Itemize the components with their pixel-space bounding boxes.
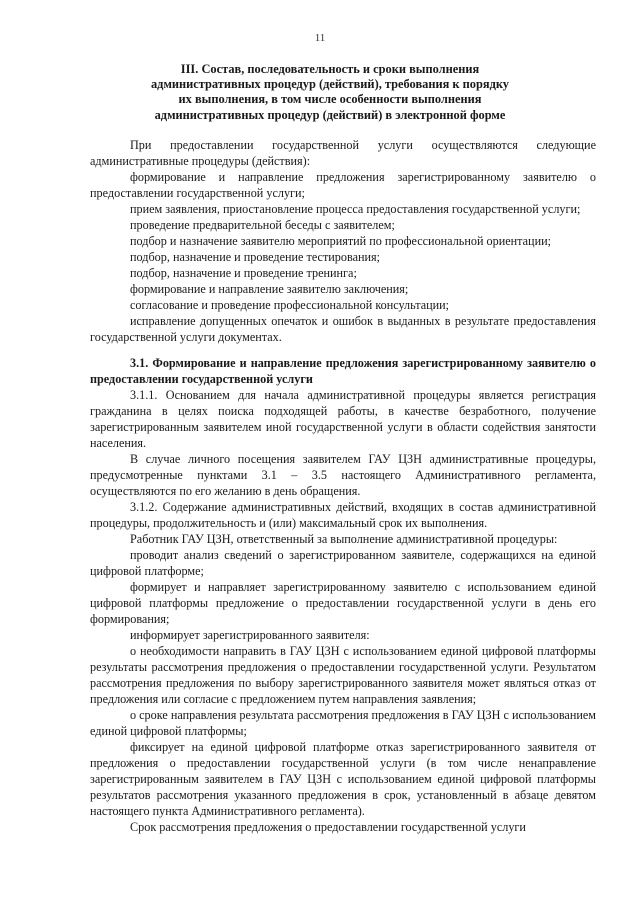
list-item: проводит анализ сведений о зарегистрированном заявителе, содержащихся на единой цифровой платформе; <box>90 548 596 578</box>
list-item: подбор, назначение и проведение тренинга; <box>130 266 357 280</box>
list-item: формирование и направление предложения зарегистрированному заявителю о предоставлении государственной услуги; <box>90 170 596 200</box>
list-item: проведение предварительной беседы с заявителем; <box>130 218 395 232</box>
paragraph: Работник ГАУ ЦЗН, ответственный за выполнение административной процедуры: <box>130 532 558 546</box>
paragraph: 3.1.1. Основанием для начала административной процедуры является регистрация гражданина в целях поиска подходящей работы, в качестве безработного, получение зарегистрированным заявителем иной государственной услуги в области содействия занятости населения. <box>90 388 596 450</box>
section-heading-line: III. Состав, последовательность и сроки выполнения <box>180 62 480 76</box>
section-heading <box>118 62 542 123</box>
list-item: подбор и назначение заявителю мероприятий по профессиональной ориентации; <box>130 234 552 248</box>
list-item: подбор, назначение и проведение тестирования; <box>130 250 381 264</box>
list-item: согласование и проведение профессиональной консультации; <box>130 298 450 312</box>
list-item: формирует и направляет зарегистрированному заявителю с использованием единой цифровой платформы предложение о предоставлении государственной услуги в день его формирования; <box>90 580 596 626</box>
list-item: информирует зарегистрированного заявителя: <box>130 628 370 642</box>
list-item: о необходимости направить в ГАУ ЦЗН с использованием единой цифровой платформы результаты рассмотрения предложения о предоставлении государственной услуги. Результатом рассмотрения предложения по выбору зарегистрированного заявителя может являться отказ от предложения или согласие с предложением путем направления заявления; <box>90 644 596 706</box>
paragraph: При предоставлении государственной услуги осуществляются следующие административные процедуры (действия): <box>90 138 596 168</box>
page-number: 11 <box>314 32 326 44</box>
document-body <box>90 137 596 835</box>
paragraph: Срок рассмотрения предложения о предоставлении государственной услуги <box>130 820 526 834</box>
paragraph: 3.1.2. Содержание административных действий, входящих в состав административной процедуры, продолжительность и (или) максимальный срок их выполнения. <box>90 500 596 530</box>
subsection-heading: 3.1. Формирование и направление предложения зарегистрированному заявителю о предоставлении государственной услуги <box>90 356 596 386</box>
section-heading-line: административных процедур (действий), требования к порядку <box>150 77 509 92</box>
section-heading-line: их выполнения, в том числе особенности выполнения <box>178 92 482 107</box>
section-heading-line: административных процедур (действий) в электронной форме <box>154 107 506 122</box>
list-item: исправление допущенных опечаток и ошибок в выданных в результате предоставления государственной услуги документах. <box>90 314 596 344</box>
list-item: о сроке направления результата рассмотрения предложения в ГАУ ЦЗН с использованием единой цифровой платформы; <box>90 708 596 738</box>
list-item: формирование и направление заявителю заключения; <box>130 282 409 296</box>
paragraph: В случае личного посещения заявителем ГАУ ЦЗН административные процедуры, предусмотренные пунктами 3.1 – 3.5 настоящего Административного регламента, осуществляются по его желанию в день обращения. <box>90 452 596 498</box>
list-item: прием заявления, приостановление процесса предоставления государственной услуги; <box>130 202 581 216</box>
list-item: фиксирует на единой цифровой платформе отказ зарегистрированного заявителя от предложения о предоставлении государственной услуги (в том числе ненаправление зарегистрированным заявителем в ГАУ ЦЗН с использованием единой цифровой платформы результатов рассмотрения указанного предложения в срок, установленный в абзаце девятом настоящего пункта Административного регламента). <box>90 740 596 818</box>
